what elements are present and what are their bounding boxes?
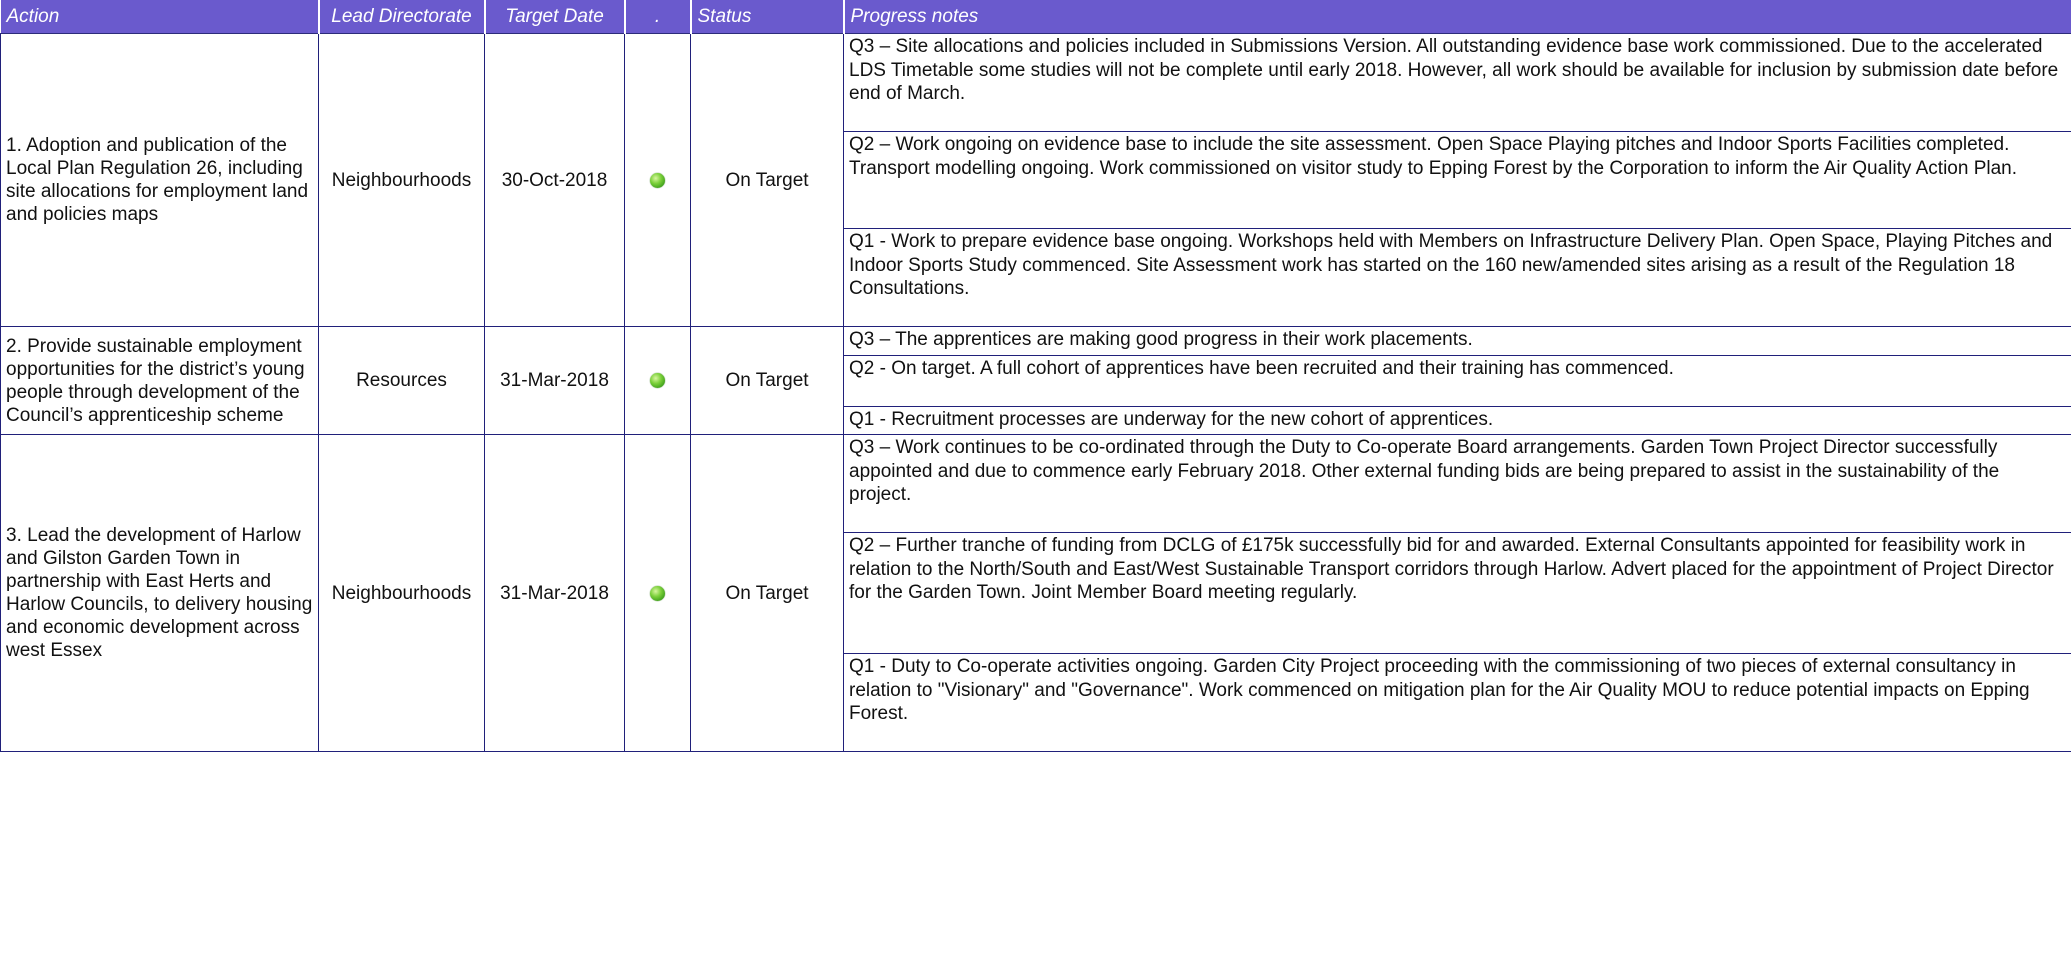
action-cell: 3. Lead the development of Harlow and Gilston Garden Town in partnership with East Herts and Harlow Councils, to delivery housing and economic development across west Essex bbox=[1, 435, 319, 752]
header-progress-notes: Progress notes bbox=[844, 0, 2071, 34]
progress-note-q1: Q1 - Duty to Co-operate activities ongoing. Garden City Project proceeding with the commissioning of two pieces of external consultancy in relation to "Visionary" and "Governance". Work commenced on mitigation plan for the Air Quality MOU to reduce potential impacts on Epping Forest. bbox=[844, 654, 2071, 752]
lead-directorate-cell: Neighbourhoods bbox=[319, 34, 485, 327]
status-cell: On Target bbox=[691, 435, 844, 752]
status-cell: On Target bbox=[691, 34, 844, 327]
header-status: Status bbox=[691, 0, 844, 34]
green-status-dot-icon bbox=[650, 373, 665, 388]
progress-note-q3: Q3 – Work continues to be co-ordinated through the Duty to Co-operate Board arrangements. Garden Town Project Director successfully appointed and due to commence early February 2018. Other external funding bids are being prepared to assist in the sustainability of the project. bbox=[844, 435, 2071, 533]
progress-note-q2: Q2 – Further tranche of funding from DCLG of £175k successfully bid for and awarded. External Consultants appointed for feasibility work in relation to the North/South and East/West Sustainable Transport corridors through Harlow. Advert placed for the appointment of Project Director for the Garden Town. Joint Member Board meeting regularly. bbox=[844, 533, 2071, 654]
progress-note-q3: Q3 – Site allocations and policies included in Submissions Version. All outstanding evidence base work commissioned. Due to the accelerated LDS Timetable some studies will not be complete until early 2018. However, all work should be available for inclusion by submission date before end of March. bbox=[844, 34, 2071, 132]
action-cell: 2. Provide sustainable employment opportunities for the district’s young people through development of the Council’s apprenticeship scheme bbox=[1, 327, 319, 435]
progress-note-q3: Q3 – The apprentices are making good progress in their work placements. bbox=[844, 327, 2071, 356]
progress-note-q2: Q2 – Work ongoing on evidence base to include the site assessment. Open Space Playing pitches and Indoor Sports Facilities completed. Transport modelling ongoing. Work commissioned on visitor study to Epping Forest by the Corporation to inform the Air Quality Action Plan. bbox=[844, 132, 2071, 229]
green-status-dot-icon bbox=[650, 586, 665, 601]
table-row bbox=[1, 435, 2071, 533]
status-indicator-cell bbox=[625, 327, 691, 435]
progress-note-q1: Q1 - Recruitment processes are underway for the new cohort of apprentices. bbox=[844, 406, 2071, 435]
header-lead-directorate: Lead Directorate bbox=[319, 0, 485, 34]
action-cell: 1. Adoption and publication of the Local Plan Regulation 26, including site allocations for employment land and policies maps bbox=[1, 34, 319, 327]
status-indicator-cell bbox=[625, 34, 691, 327]
lead-directorate-cell: Resources bbox=[319, 327, 485, 435]
target-date-cell: 30-Oct-2018 bbox=[485, 34, 625, 327]
lead-directorate-cell: Neighbourhoods bbox=[319, 435, 485, 752]
header-target-date: Target Date bbox=[485, 0, 625, 34]
header-row bbox=[1, 0, 2071, 34]
header-action: Action bbox=[1, 0, 319, 34]
status-cell: On Target bbox=[691, 327, 844, 435]
target-date-cell: 31-Mar-2018 bbox=[485, 327, 625, 435]
status-indicator-cell bbox=[625, 435, 691, 752]
green-status-dot-icon bbox=[650, 173, 665, 188]
header-indicator: . bbox=[625, 0, 691, 34]
target-date-cell: 31-Mar-2018 bbox=[485, 435, 625, 752]
table-row bbox=[1, 34, 2071, 132]
progress-note-q2: Q2 - On target. A full cohort of apprentices have been recruited and their training has commenced. bbox=[844, 355, 2071, 406]
progress-note-q1: Q1 - Work to prepare evidence base ongoing. Workshops held with Members on Infrastructure Delivery Plan. Open Space, Playing Pitches and Indoor Sports Study commenced. Site Assessment work has started on the 160 new/amended sites arising as a result of the Regulation 18 Consultations. bbox=[844, 229, 2071, 327]
table-row bbox=[1, 327, 2071, 356]
